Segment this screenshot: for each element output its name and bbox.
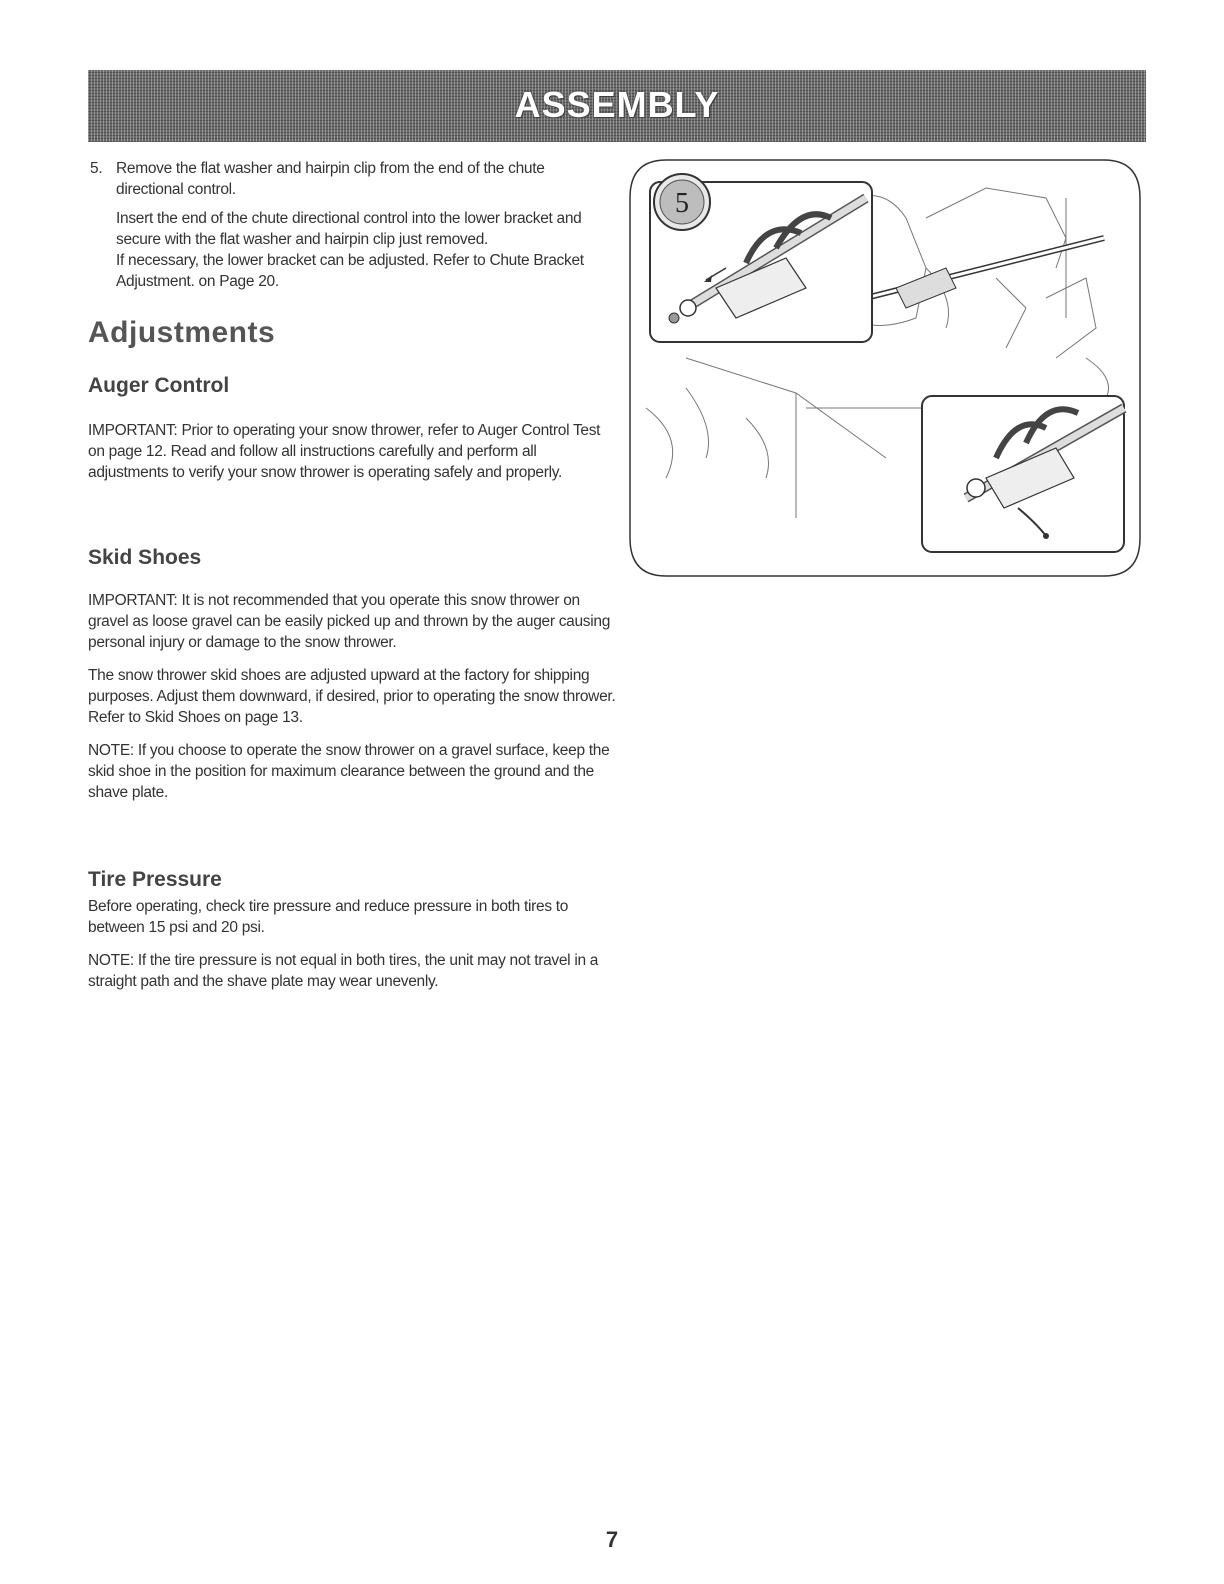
assembly-illustration [626, 158, 1144, 578]
step-paragraph: If necessary, the lower bracket can be adjusted. Refer to Chute Bracket Adjustment. on Page 20. [116, 252, 584, 290]
tire-pressure-paragraph: Before operating, check tire pressure and reduce pressure in both tires to between 15 psi and 20 psi. [88, 898, 569, 936]
skid-shoes-note: NOTE: If you choose to operate the snow thrower on a gravel surface, keep the skid shoe in the position for maximum clearance between the ground and the shave plate. [88, 742, 610, 801]
adjustments-heading: Adjustments [88, 316, 276, 349]
auger-control-text: IMPORTANT: Prior to operating your snow thrower, refer to Auger Control Test on page 12. Read and follow all instructions carefully and perform all adjustments to verify your snow thrower is operating safely and properly. [88, 422, 601, 481]
step-number: 5. [90, 160, 103, 177]
callout-number: 5 [675, 188, 689, 219]
auger-control-heading: Auger Control [88, 374, 230, 397]
tire-pressure-heading: Tire Pressure [88, 868, 222, 891]
page-number: 7 [605, 1527, 619, 1552]
section-title: ASSEMBLY [514, 84, 720, 125]
skid-shoes-heading: Skid Shoes [88, 546, 202, 569]
auger-control-section [88, 420, 618, 495]
illustration-drawing [626, 158, 1144, 578]
step-paragraph: Insert the end of the chute directional control into the lower bracket and secure with the flat washer and hairpin clip just removed. [116, 210, 582, 248]
step-paragraph: Remove the flat washer and hairpin clip from the end of the chute directional control. [116, 160, 545, 198]
skid-shoes-section [88, 590, 618, 815]
skid-shoes-paragraph: IMPORTANT: It is not recommended that you operate this snow thrower on gravel as loose gravel can be easily picked up and thrown by the auger causing personal injury or damage to the snow thrower. [88, 592, 611, 651]
skid-shoes-paragraph: The snow thrower skid shoes are adjusted upward at the factory for shipping purposes. Adjust them downward, if desired, prior to operating the snow thrower. Refer to Skid Shoes on page 13. [88, 667, 616, 726]
step-body [116, 158, 610, 300]
tire-pressure-section [88, 896, 618, 1004]
tire-pressure-note: NOTE: If the tire pressure is not equal in both tires, the unit may not travel in a straight path and the shave plate may wear unevenly. [88, 952, 599, 990]
section-banner [88, 70, 1146, 142]
